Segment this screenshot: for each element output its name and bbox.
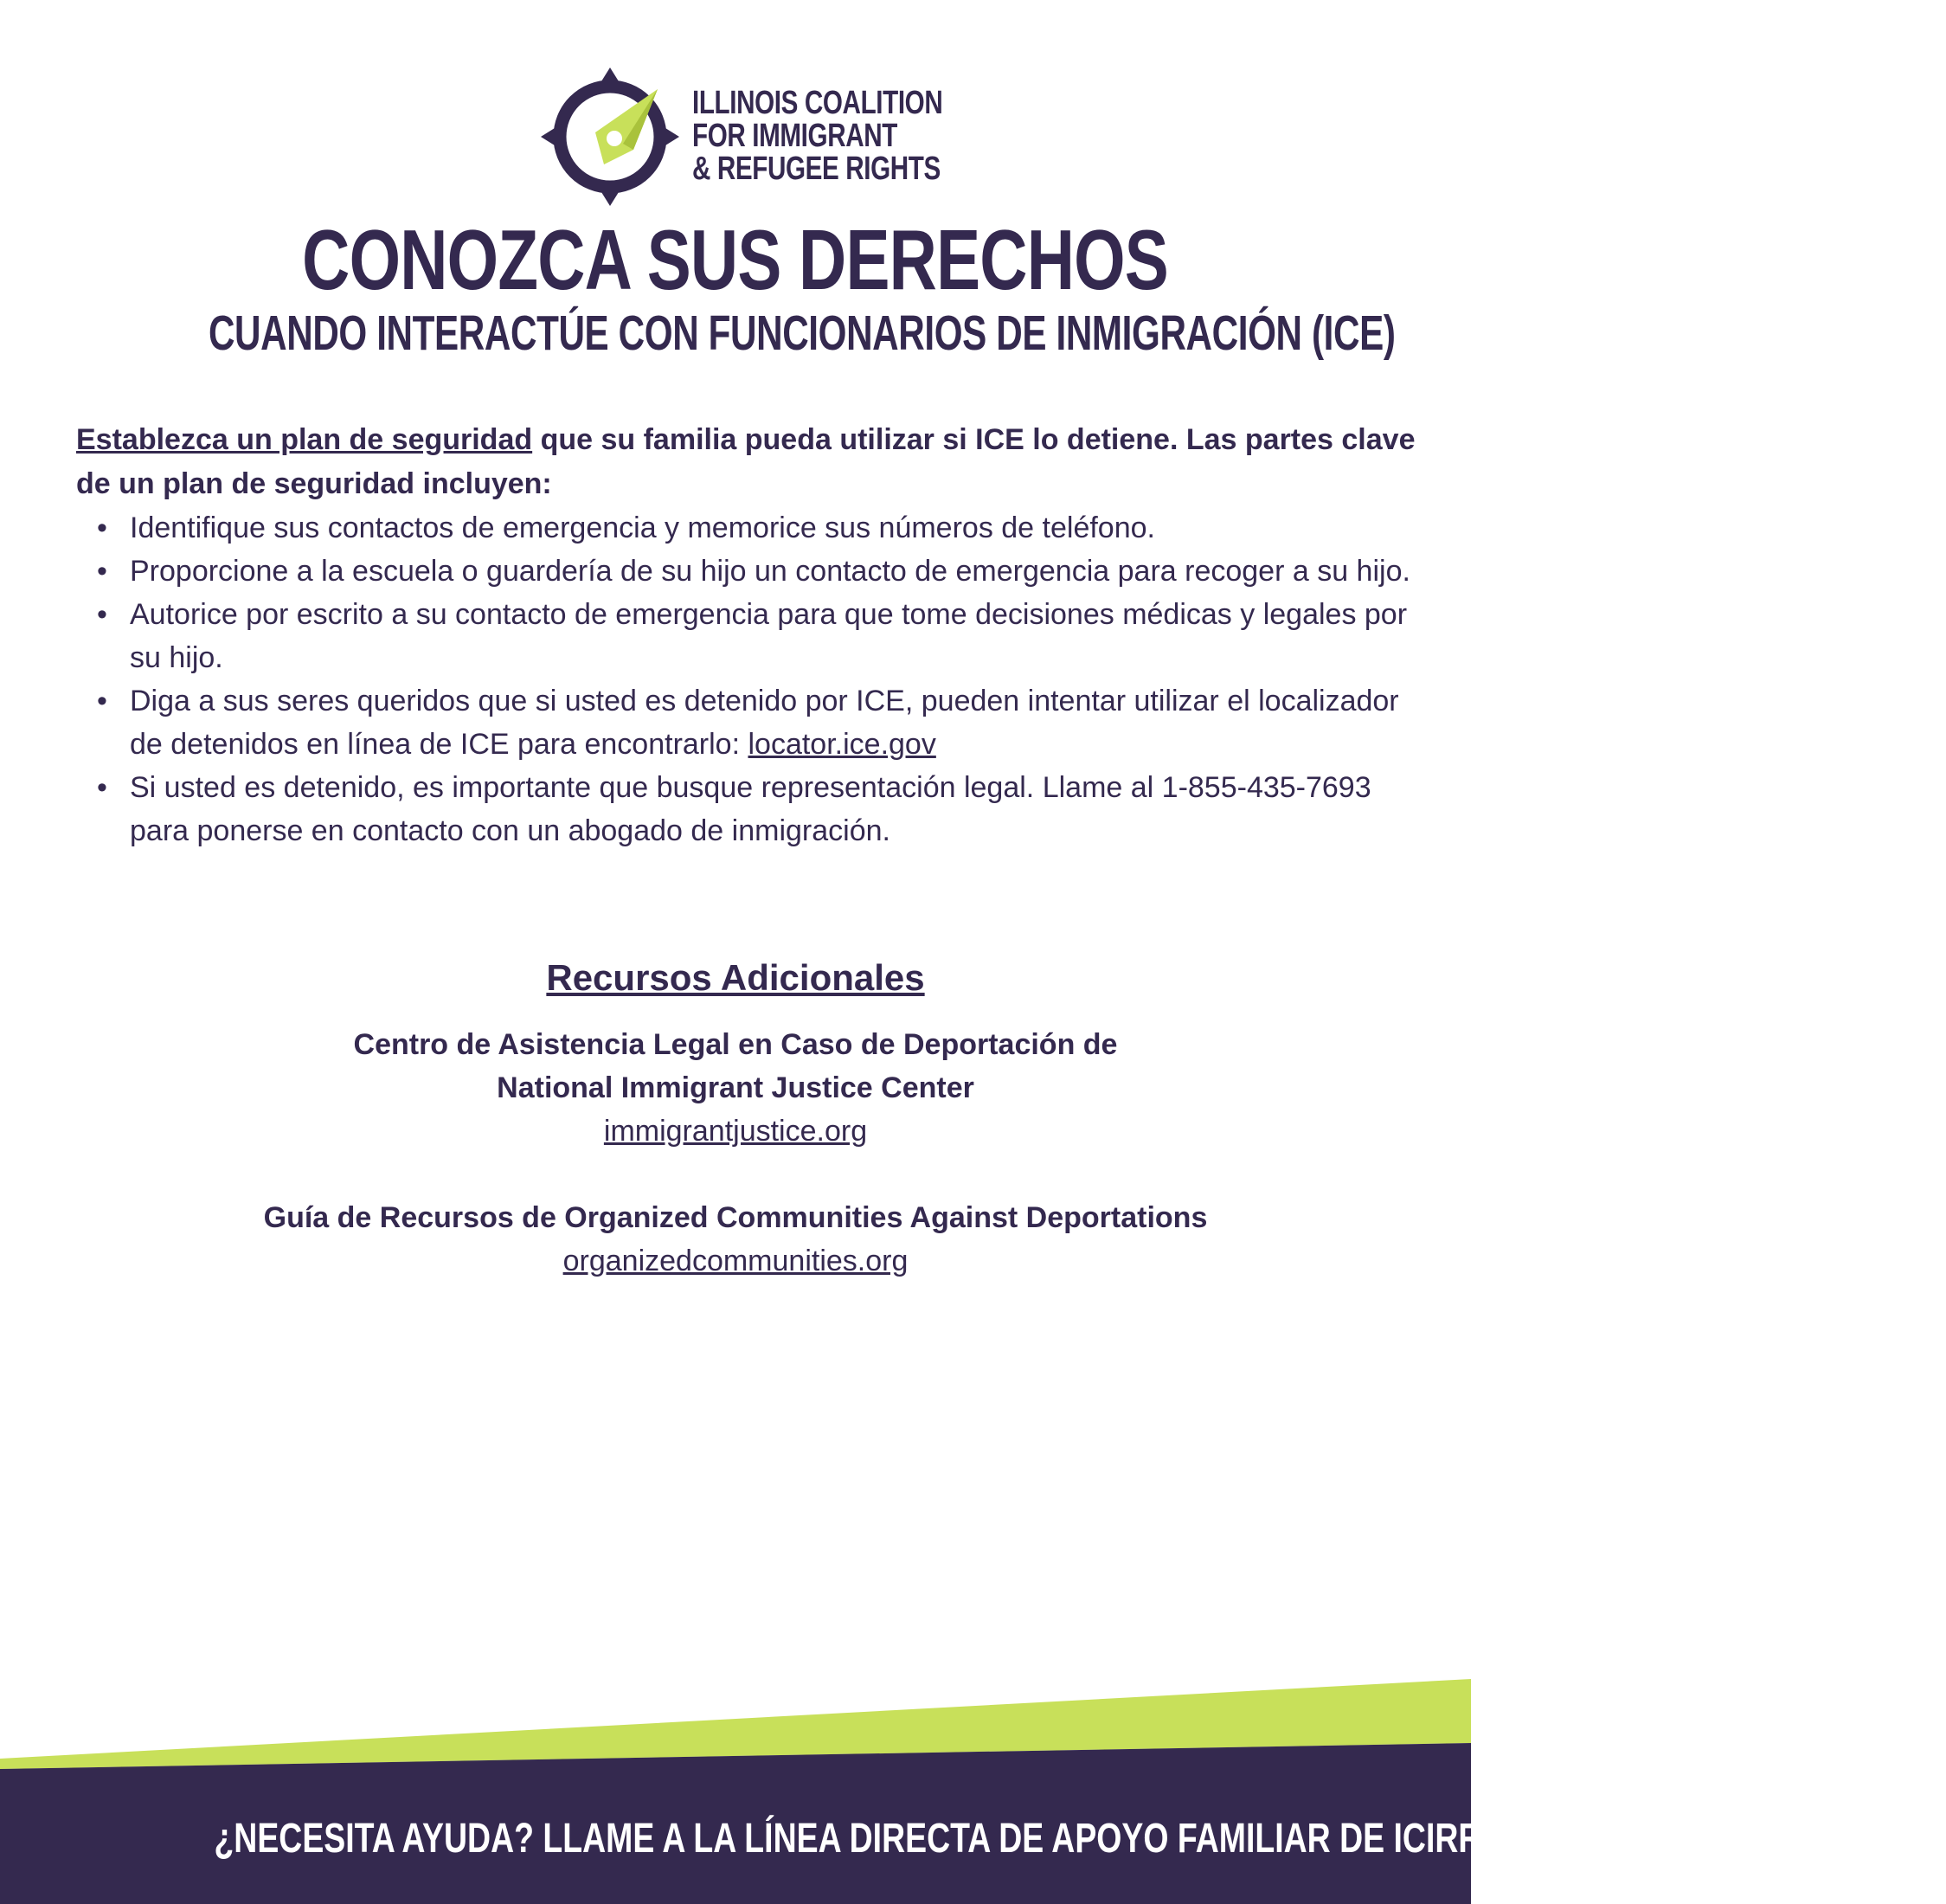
list-item [76,593,1426,679]
list-item-text: Si usted es detenido, es importante que busque representación legal. Llame al 1-855-435-7693 para ponerse en contacto con un abogado de inmigración. [130,771,1371,847]
list-item-text: Diga a sus seres queridos que si usted es detenido por ICE, pueden intentar utilizar el localizador de detenidos en línea de ICE para encontrarlo: [130,685,1399,761]
safety-plan-link[interactable]: Establezca un plan de seguridad [76,423,533,456]
resource-link[interactable]: immigrantjustice.org [603,1115,868,1148]
helpline-text: ¿NECESITA AYUDA? LLAME A LA LÍNEA DIRECTA DE APOYO FAMILIAR DE ICIRR: 1-855-435-7693 [214,1816,1732,1862]
bullet-icon: • [97,771,107,804]
resources-heading: Recursos Adicionales [546,957,925,998]
org-name-line: ILLINOIS COALITION [692,85,943,121]
resource-nijc [0,1023,1471,1153]
org-name [692,87,942,185]
org-name-line: FOR IMMIGRANT [692,118,897,154]
safety-plan-list [76,506,1426,852]
list-item [76,506,1426,550]
bullet-icon: • [97,598,107,631]
bullet-icon: • [97,555,107,588]
org-logo [536,68,943,206]
page-title-text: CONOZCA SUS DERECHOS [302,212,1169,307]
page-subtitle [0,305,1471,362]
resource-title: Guía de Recursos de Organized Communities Against Deportations [263,1201,1208,1234]
bullet-icon: • [97,685,107,717]
list-item-text: Proporcione a la escuela o guardería de su hijo un contacto de emergencia para recoger a su hijo. [130,555,1410,588]
safety-plan-intro-text: que su familia pueda utilizar si ICE lo detiene. Las partes clave de un plan de seguridad incluyen: [76,423,1416,500]
org-name-line: & REFUGEE RIGHTS [692,151,941,187]
resource-title: National Immigrant Justice Center [497,1071,974,1104]
page-subtitle-text: CUANDO INTERACTÚE CON FUNCIONARIOS DE INMIGRACIÓN (ICE) [208,306,1396,361]
compass-icon [536,68,684,206]
resource-ocad [0,1196,1471,1283]
list-item [76,679,1426,766]
resource-title: Centro de Asistencia Legal en Caso de Deportación de [353,1028,1118,1061]
list-item [76,550,1426,593]
safety-plan-intro [76,418,1417,506]
list-item [76,766,1426,852]
helpline-banner [0,1809,1732,1869]
list-item-text: Autorice por escrito a su contacto de emergencia para que tome decisiones médicas y legales por su hijo. [130,598,1408,674]
page-title [0,212,1471,307]
resource-link[interactable]: organizedcommunities.org [562,1245,909,1277]
bullet-icon: • [97,511,107,544]
locator-link[interactable]: locator.ice.gov [748,728,936,761]
list-item-text: Identifique sus contactos de emergencia y memorice sus números de teléfono. [130,511,1155,544]
